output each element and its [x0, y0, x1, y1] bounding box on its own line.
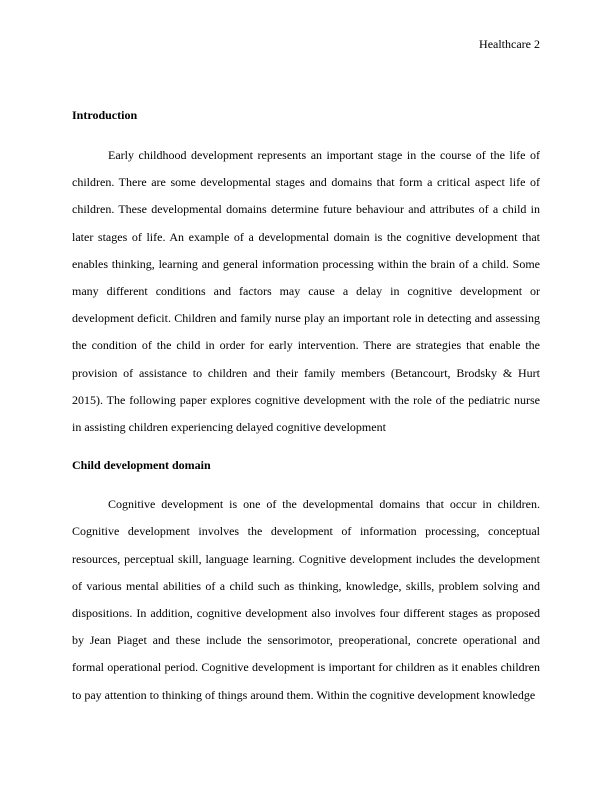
document-body: [72, 105, 540, 709]
section-heading-child-development-domain: Child development domain: [72, 458, 211, 473]
running-head: Healthcare 2: [479, 37, 540, 51]
section-heading-introduction: Introduction: [72, 108, 138, 122]
child-development-domain-paragraph: Cognitive development is one of the developmental domains that occur in children. Cognitive development involves the development of information processing, conceptual resources, perceptual skill, language learning. Cognitive development includes the development of various mental abilities of a child such as thinking, knowledge, skills, problem solving and dispositions. In addition, cognitive development also involves four different stages as proposed by Jean Piaget and these include the sensorimotor, preoperational, concrete operational and formal operational period. Cognitive development is important for children as it enables children to pay attention to thinking of things around them. Within the cognitive development knowledge: [72, 497, 540, 702]
introduction-paragraph: Early childhood development represents an important stage in the course of the life of children. There are some developmental stages and domains that form a critical aspect life of children. These developmental domains determine future behaviour and attributes of a child in later stages of life. An example of a developmental domain is the cognitive development that enables thinking, learning and general information processing within the brain of a child. Some many different conditions and factors may cause a delay in cognitive development or development deficit. Children and family nurse play an important role in detecting and assessing the condition of the child in order for early intervention. There are strategies that enable the provision of assistance to children and their family members (Betancourt, Brodsky & Hurt 2015). The following paper explores cognitive development with the role of the pediatric nurse in assisting children experiencing delayed cognitive development: [72, 148, 540, 435]
